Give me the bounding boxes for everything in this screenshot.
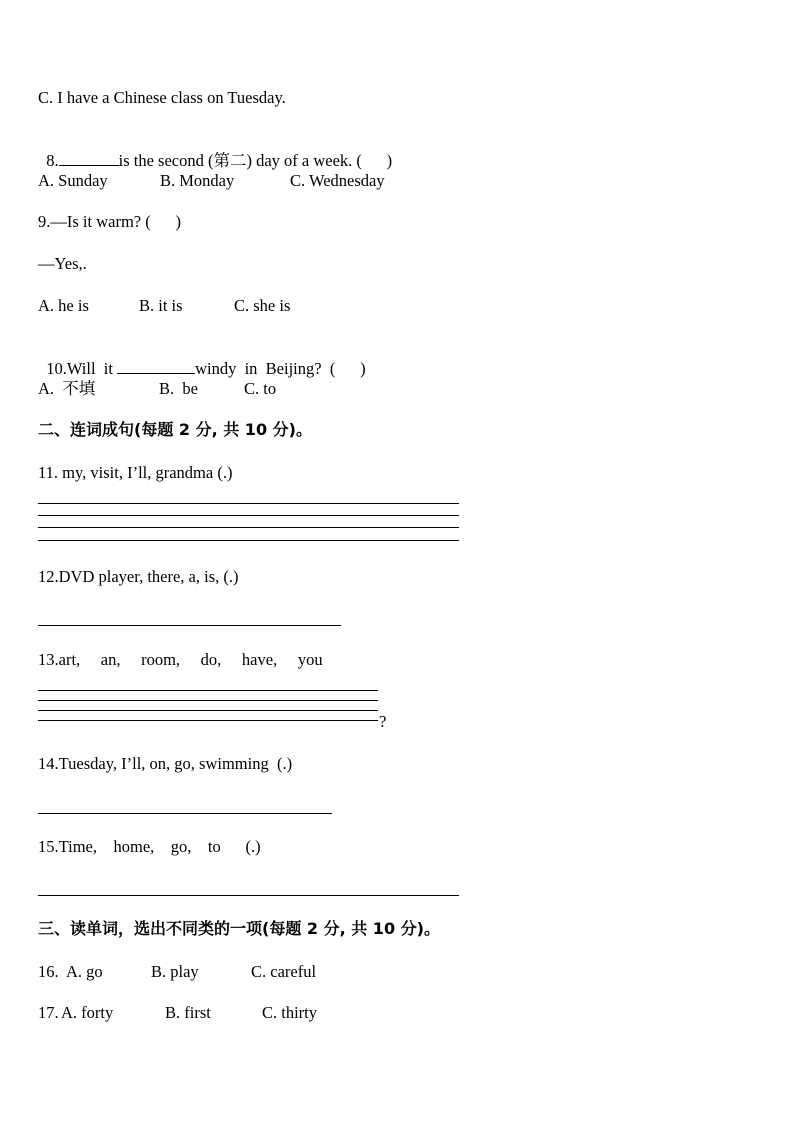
- q12-prompt: 12.DVD player, there, a, is, (.): [38, 567, 239, 586]
- q13-question-mark: ?: [379, 712, 387, 731]
- q10-option-a[interactable]: A. 不填: [38, 379, 96, 398]
- q9-option-b[interactable]: B. it is: [139, 296, 183, 315]
- q8-blank[interactable]: [59, 150, 119, 166]
- q13-answer-line[interactable]: [38, 700, 378, 701]
- q9-answer: —Yes,.: [38, 254, 87, 273]
- q16-question: [38, 962, 458, 982]
- q7-option-c: C. I have a Chinese class on Tuesday.: [38, 88, 286, 107]
- q17-option-b[interactable]: B. first: [165, 1003, 211, 1022]
- q15-prompt: 15.Time, home, go, to (.): [38, 837, 261, 856]
- q13-answer-line[interactable]: [38, 720, 378, 721]
- q14-prompt: 14.Tuesday, I’ll, on, go, swimming (.): [38, 754, 293, 773]
- q10-question: [38, 338, 366, 379]
- q9-question: 9.—Is it warm? ( ): [38, 212, 181, 231]
- q8-option-b[interactable]: B. Monday: [160, 171, 235, 190]
- q17-number: 17.: [38, 1003, 59, 1022]
- q10-blank[interactable]: [117, 358, 195, 374]
- q11-answer-line[interactable]: [38, 503, 459, 504]
- q16-option-a[interactable]: A. go: [66, 962, 103, 981]
- q16-option-c[interactable]: C. careful: [251, 962, 317, 981]
- q17-option-c[interactable]: C. thirty: [262, 1003, 318, 1022]
- section-3-heading: 三、读单词，选出不同类的一项(每题 2 分, 共 10 分)。: [38, 919, 440, 938]
- q8-option-a[interactable]: A. Sunday: [38, 171, 108, 190]
- q17-question: [38, 1003, 458, 1023]
- q8-number: 8.: [46, 151, 59, 170]
- q14-answer-line[interactable]: [38, 813, 332, 814]
- q12-answer-line[interactable]: [38, 625, 341, 626]
- q16-option-b[interactable]: B. play: [151, 962, 199, 981]
- q10-option-b[interactable]: B. be: [159, 379, 198, 398]
- q11-answer-line[interactable]: [38, 540, 459, 541]
- q8-question: [38, 130, 392, 171]
- q13-answer-line[interactable]: [38, 710, 378, 711]
- q13-answer-line[interactable]: [38, 690, 378, 691]
- q9-option-a[interactable]: A. he is: [38, 296, 89, 315]
- q10-prefix: 10.Will it: [46, 359, 118, 378]
- q8-option-c[interactable]: C. Wednesday: [290, 171, 385, 190]
- q8-options: [38, 171, 458, 191]
- q13-prompt: 13.art, an, room, do, have, you: [38, 650, 323, 669]
- q16-number: 16.: [38, 962, 59, 981]
- q11-prompt: 11. my, visit, I’ll, grandma (.): [38, 463, 233, 482]
- q10-suffix: windy in Beijing? ( ): [195, 359, 366, 378]
- q11-answer-line[interactable]: [38, 527, 459, 528]
- q10-option-c[interactable]: C. to: [244, 379, 277, 398]
- q15-answer-line[interactable]: [38, 895, 459, 896]
- section-2-heading: 二、连词成句(每题 2 分, 共 10 分)。: [38, 420, 312, 439]
- q11-answer-line[interactable]: [38, 515, 459, 516]
- q8-text: is the second (第二) day of a week. ( ): [118, 151, 393, 170]
- q17-option-a[interactable]: A. forty: [61, 1003, 114, 1022]
- q9-options: [38, 296, 458, 316]
- q9-option-c[interactable]: C. she is: [234, 296, 291, 315]
- q10-options: [38, 379, 458, 399]
